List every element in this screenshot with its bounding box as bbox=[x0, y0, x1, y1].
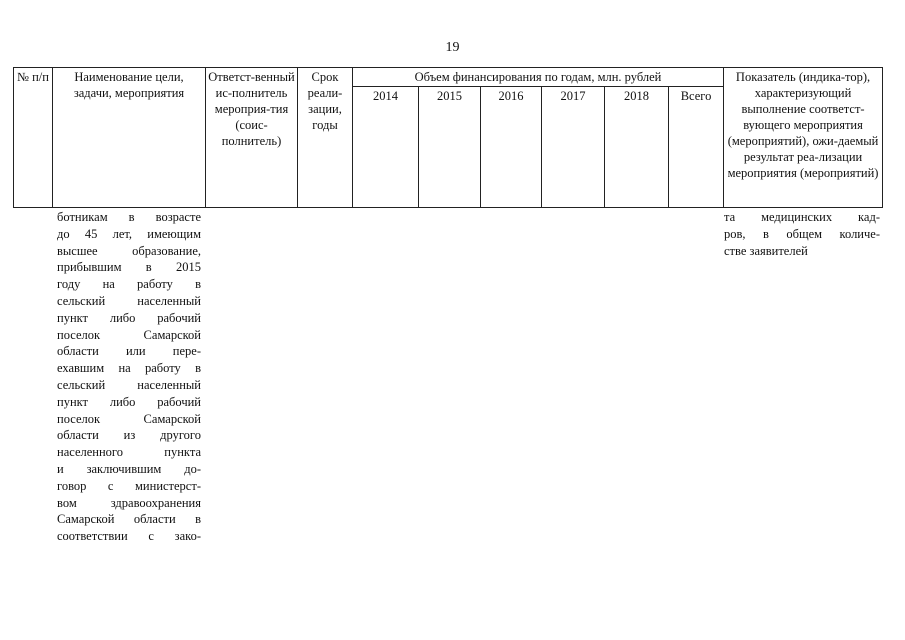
name-line: пункт либо рабочий bbox=[57, 310, 201, 325]
name-line: до 45 лет, имеющим bbox=[57, 226, 201, 241]
name-line: прибывшим в 2015 bbox=[57, 260, 201, 275]
header-num: № п/п bbox=[14, 68, 53, 208]
header-responsible: Ответст-венный ис-полнитель мероприя-тия (соис-полнитель) bbox=[206, 68, 298, 208]
name-line: высшее образование, bbox=[57, 243, 201, 258]
name-line: ботникам в возрасте bbox=[57, 210, 201, 224]
header-period: Срок реали-зации, годы bbox=[298, 68, 353, 208]
header-indicator: Показатель (индика-тор), характеризующий выполнение соответст-вующего мероприятия (мероприятий), ожи-даемый результат реа-лизации мероприятия (мероприятий) bbox=[724, 68, 883, 208]
name-line: области или пере- bbox=[57, 344, 201, 359]
name-line: и заключившим до- bbox=[57, 461, 201, 476]
name-line: ехавшим на работу в bbox=[57, 361, 201, 376]
indicator-line: стве заявителей bbox=[724, 243, 808, 258]
name-line: пункт либо рабочий bbox=[57, 394, 201, 409]
program-table-header bbox=[13, 67, 883, 208]
name-line: области из другого bbox=[57, 428, 201, 443]
name-line: поселок Самарской bbox=[57, 327, 201, 342]
header-year-2018: 2018 bbox=[605, 87, 669, 208]
header-year-2014: 2014 bbox=[353, 87, 419, 208]
name-continuation bbox=[57, 209, 201, 545]
header-financing: Объем финансирования по годам, млн. рублей bbox=[353, 68, 724, 87]
indicator-line: ров, в общем количе- bbox=[724, 226, 880, 241]
indicator-continuation bbox=[724, 209, 880, 259]
name-line: сельский населенный bbox=[57, 293, 201, 308]
name-line: вом здравоохранения bbox=[57, 495, 201, 510]
name-line: поселок Самарской bbox=[57, 411, 201, 426]
header-total: Всего bbox=[669, 87, 724, 208]
name-line: Самарской области в bbox=[57, 512, 201, 527]
header-year-2017: 2017 bbox=[542, 87, 605, 208]
header-year-2015: 2015 bbox=[419, 87, 481, 208]
name-line: году на работу в bbox=[57, 277, 201, 292]
name-line: соответствии с зако- bbox=[57, 529, 201, 544]
indicator-line: та медицинских кад- bbox=[724, 210, 880, 224]
name-line: населенного пункта bbox=[57, 445, 201, 460]
name-line: говор с министерст- bbox=[57, 478, 201, 493]
header-name: Наименование цели, задачи, мероприятия bbox=[53, 68, 206, 208]
header-year-2016: 2016 bbox=[481, 87, 542, 208]
page-number: 19 bbox=[445, 40, 460, 55]
name-line: сельский населенный bbox=[57, 377, 201, 392]
